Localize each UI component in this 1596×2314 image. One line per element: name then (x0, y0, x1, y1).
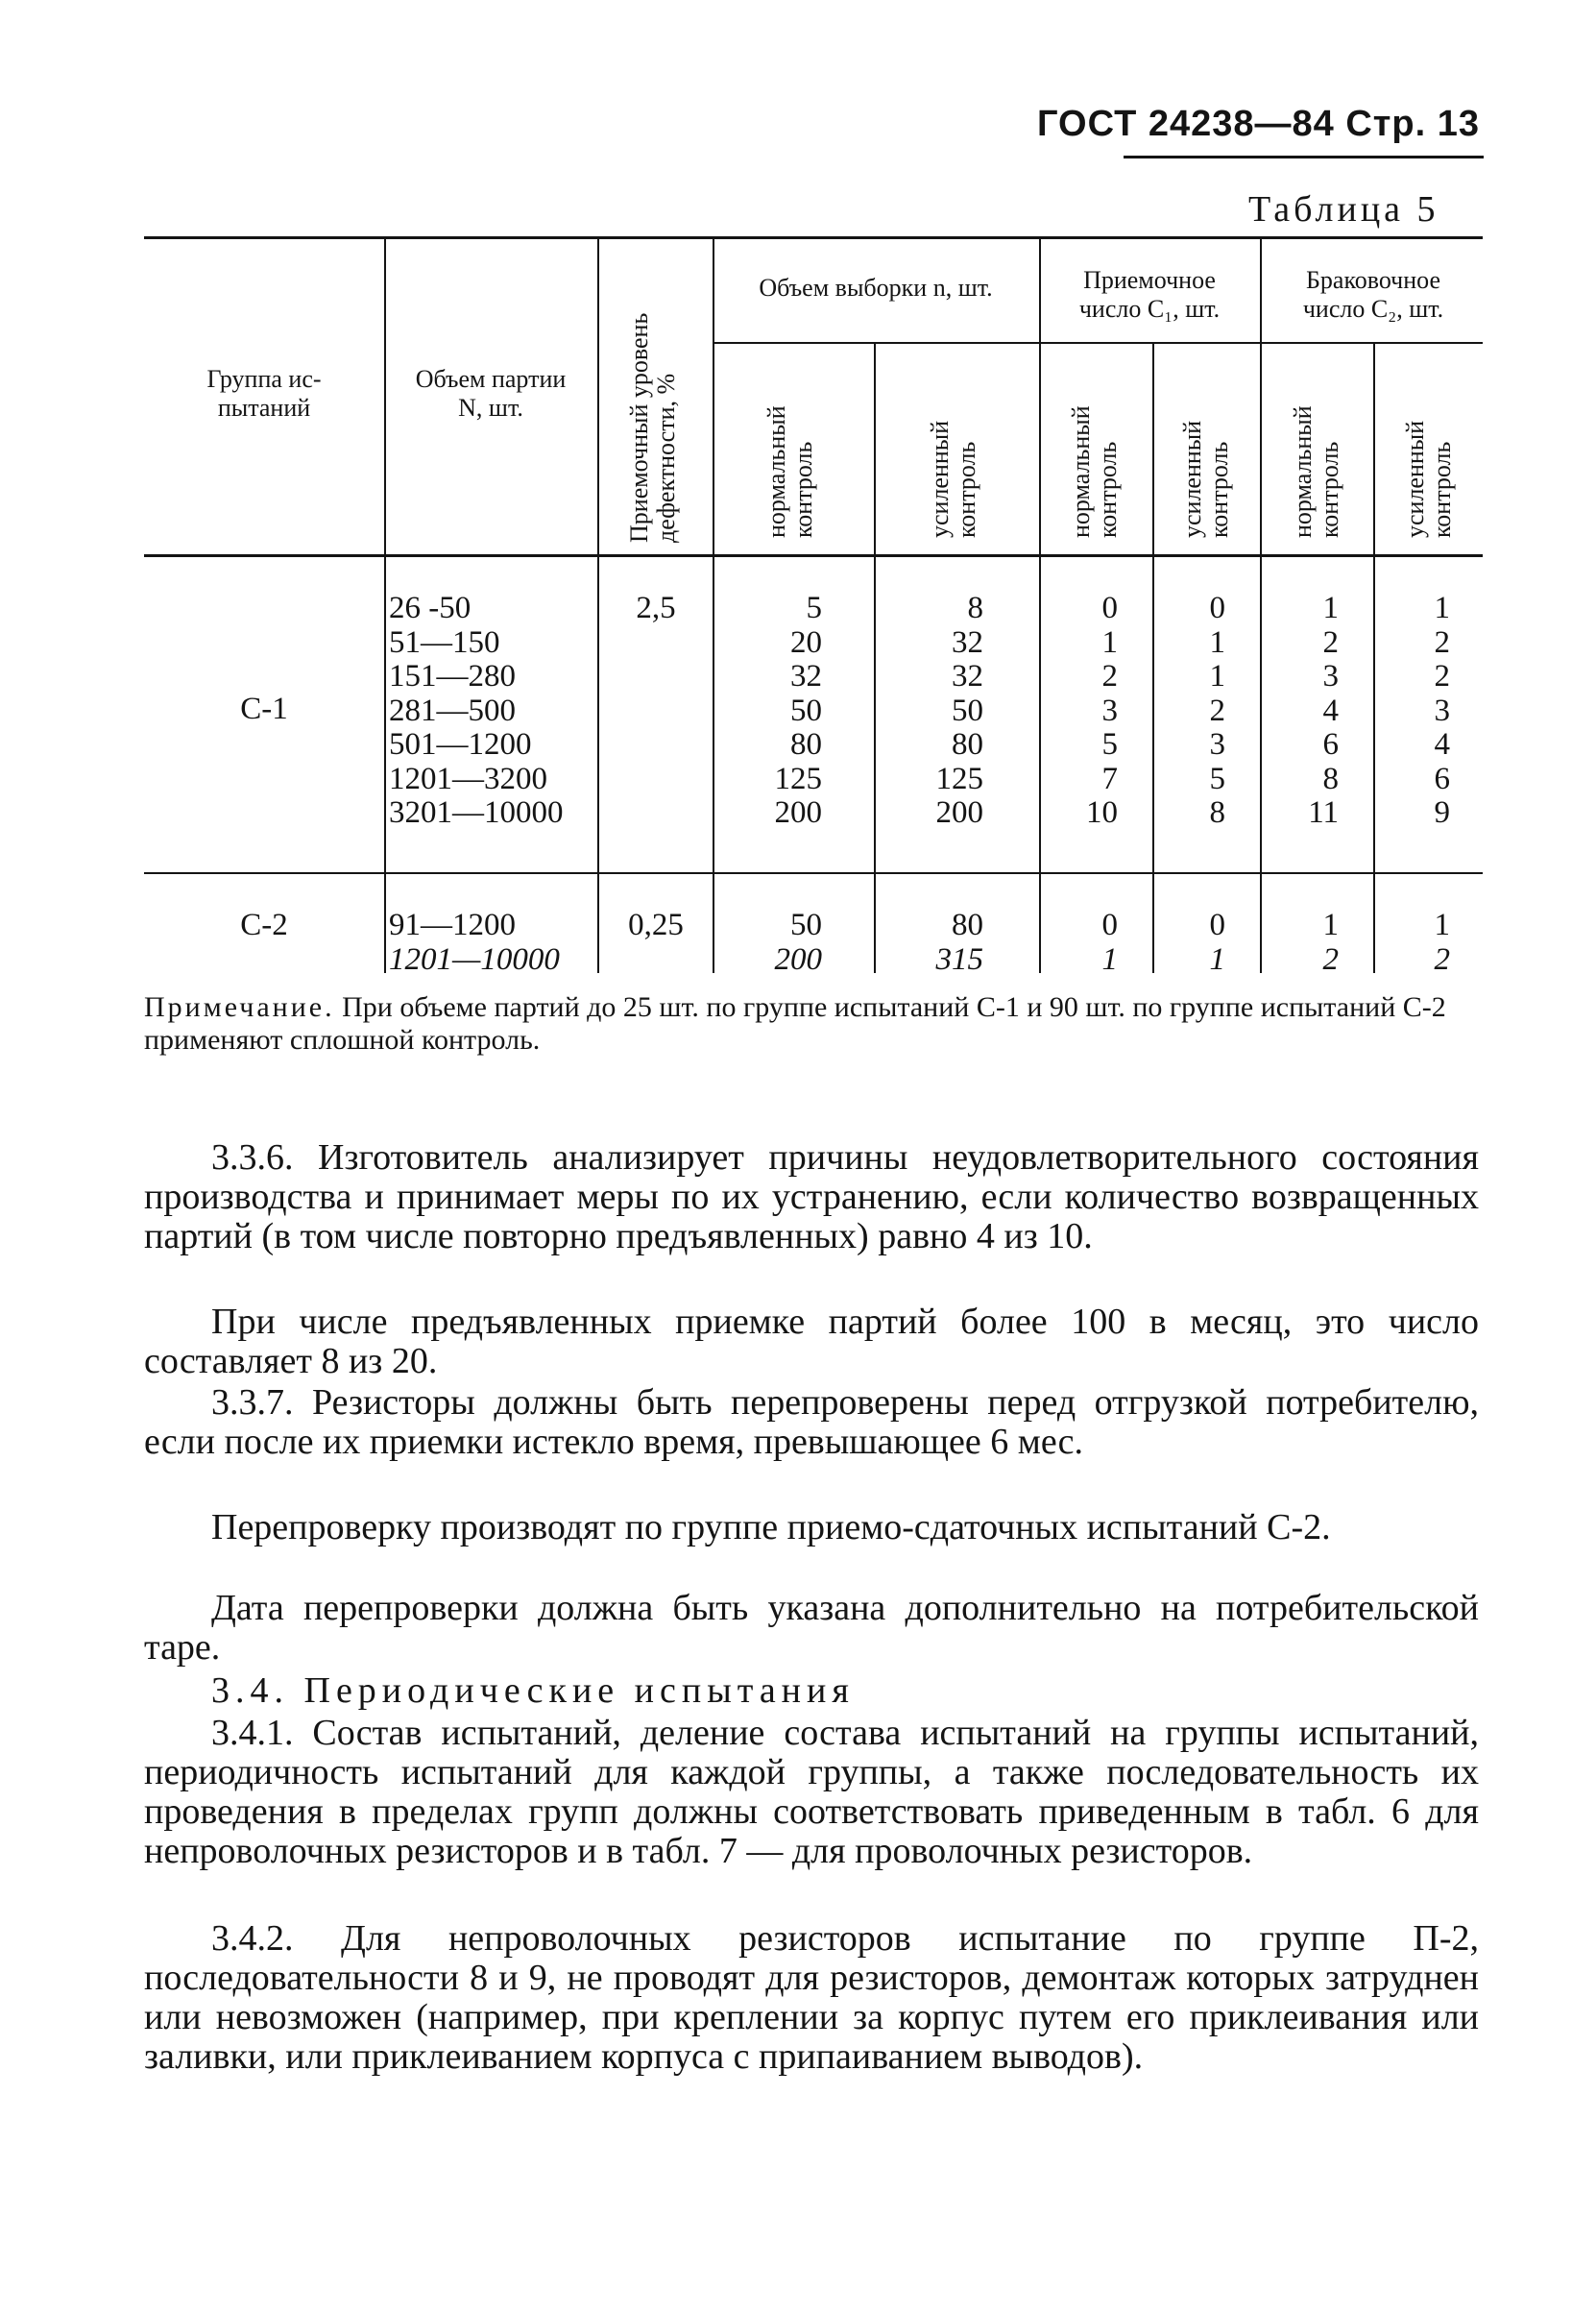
header-acceptance-number: Приемочное число C₁, шт. (1078, 266, 1221, 323)
header-bottom-rule (144, 554, 1483, 557)
rej-tightened-column (1375, 909, 1450, 977)
table-cell: 2 (1322, 941, 1339, 977)
aql-value: 0,25 (628, 908, 684, 942)
section-heading-3-4: 3.4. Периодические испытания (211, 1670, 855, 1711)
table-note (144, 991, 1479, 1057)
table-cell: 50 (790, 908, 822, 942)
header-aql: Приемочный уровень дефектности, % (625, 312, 680, 543)
acc-tightened-column (1154, 909, 1225, 977)
table-cell: 2 (1434, 941, 1450, 977)
sample-normal-column: 5 20 32 50 80 125 200 (774, 591, 822, 830)
table-column-divider (384, 238, 386, 973)
table-cell: 80 (952, 908, 983, 942)
page-header: ГОСТ 24238—84 Стр. 13 (1037, 104, 1481, 144)
header-rejection-number: Браковочное число C₂, шт. (1302, 266, 1444, 323)
subheader-rule (713, 342, 1483, 344)
table-cell: 1201—10000 (389, 941, 560, 977)
acc-normal-column: 0 1 2 3 5 7 10 (1086, 591, 1118, 830)
header-acc-normal: нормальный контроль (1067, 405, 1122, 538)
group-name: С-2 (240, 908, 288, 942)
paragraph-3-3-6: 3.3.6. Изготовитель анализирует причины неудовлетворительного состояния производства и принимает меры по их устранению, если количество возвращенных партий (в том числе повторно предъявленных) равно 4 из 10. (144, 1137, 1479, 1256)
group-separator-rule (144, 872, 1483, 874)
header-lot-size: Объем партии N, шт. (415, 365, 567, 422)
acc-tightened-column: 0 1 1 2 3 5 8 (1209, 591, 1225, 830)
rej-normal-column (1262, 909, 1339, 977)
table-cell: 200 (774, 941, 822, 977)
rej-normal-column: 1 2 3 4 6 8 11 (1308, 591, 1339, 830)
paragraph-lots-per-month: При числе предъявленных приемке партий более 100 в месяц, это число составляет 8 из 20. (144, 1302, 1479, 1381)
header-sample-tightened: усиленный контроль (926, 420, 980, 538)
table-cell: 0 (1209, 908, 1225, 942)
table-cell: 0 (1101, 908, 1118, 942)
table-cell: 1 (1209, 941, 1225, 977)
table-cell: 315 (935, 941, 983, 977)
header-sample-size: Объем выборки n, шт. (759, 274, 993, 302)
table-top-rule (144, 236, 1483, 239)
group-name: С-1 (240, 692, 288, 726)
header-acc-tightened: усиленный контроль (1178, 420, 1233, 538)
paragraph-3-3-7: 3.3.7. Резисторы должны быть перепроверены перед отгрузкой потребителю, если после их приемки истекло время, превышающее 6 мес. (144, 1382, 1479, 1462)
lot-size-column: 26 -50 51—150 151—280 281—500 501—1200 1201—3200 3201—10000 (389, 591, 564, 830)
paragraph-recheck-group: Перепроверку производят по группе приемо-сдаточных испытаний С-2. (211, 1507, 1331, 1547)
paragraph-recheck-date: Дата перепроверки должна быть указана дополнительно на потребительской таре. (144, 1588, 1479, 1668)
header-rej-normal: нормальный контроль (1289, 405, 1343, 538)
sample-tightened-column (876, 909, 983, 977)
lot-size-column (389, 909, 595, 977)
header-sample-normal: нормальный контроль (762, 405, 817, 538)
acc-normal-column (1041, 909, 1118, 977)
header-rule (1124, 156, 1484, 158)
note-text: При объеме партий до 25 шт. по группе испытаний С-1 и 90 шт. по группе испытаний С-2 применяют сплошной контроль. (144, 991, 1446, 1056)
table-cell: 1 (1434, 908, 1450, 942)
paragraph-3-4-2: 3.4.2. Для непроволочных резисторов испытание по группе П-2, последовательности 8 и 9, не проводят для резисторов, демонтаж которых затруднен или невозможен (например, при креплении за корпус путем его приклеивания или заливки, или приклеиванием корпуса с припаиванием выводов). (144, 1918, 1479, 2077)
paragraph-3-4-1: 3.4.1. Состав испытаний, деление состава испытаний на группы испытаний, периодичность испытаний для каждой группы, а также последовательность их проведения в пределах групп должны соответствовать приведенным в табл. 6 для непроволочных резисторов и в табл. 7 — для проволочных резисторов. (144, 1713, 1479, 1871)
header-rej-tightened: усиленный контроль (1401, 420, 1456, 538)
sample-normal-column (714, 909, 822, 977)
rej-tightened-column: 1 2 2 3 4 6 9 (1434, 591, 1450, 830)
table-cell: 1 (1322, 908, 1339, 942)
table-caption: Таблица 5 (1248, 189, 1439, 230)
sample-tightened-column: 8 32 32 50 80 125 200 (935, 591, 983, 830)
note-label: Примечание. (144, 991, 335, 1023)
header-test-group: Группа ис- пытаний (206, 365, 322, 422)
table-cell: 91—1200 (389, 908, 516, 942)
aql-value: 2,5 (636, 591, 676, 625)
table-cell: 1 (1101, 941, 1118, 977)
